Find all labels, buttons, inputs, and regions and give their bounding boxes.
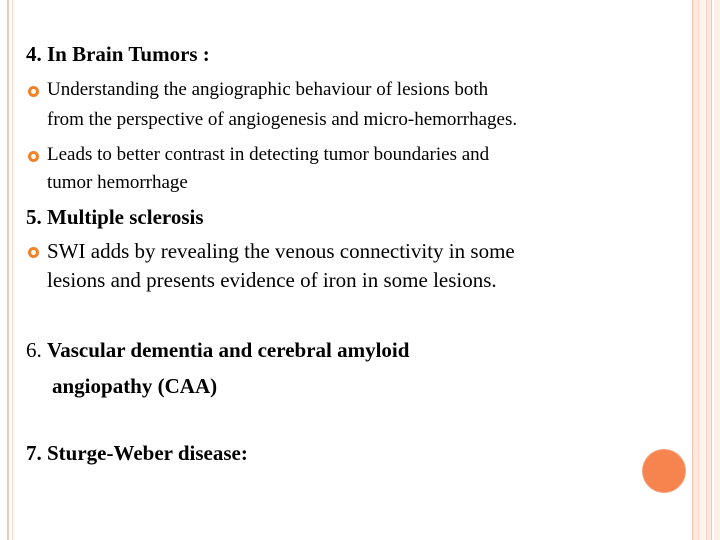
left-border-line-inner bbox=[12, 0, 13, 540]
section-5-bullet-line-1: SWI adds by revealing the venous connectivity in some bbox=[47, 239, 515, 263]
section-4-bullet-2-line-1: Leads to better contrast in detecting tumor boundaries and bbox=[47, 144, 490, 165]
section-4-bullet-2-line-2: tumor hemorrhage bbox=[47, 172, 188, 193]
left-border-line bbox=[7, 0, 9, 540]
section-5-heading: 5. Multiple sclerosis bbox=[26, 205, 204, 229]
section-6-number: 6. bbox=[26, 338, 47, 362]
section-4-heading: 4. In Brain Tumors : bbox=[26, 42, 210, 66]
bullet-icon bbox=[28, 151, 39, 162]
right-edge bbox=[714, 0, 720, 540]
section-4-bullet-1-line-1: Understanding the angiographic behaviour of lesions both bbox=[47, 79, 489, 100]
section-5-bullet-line-2: lesions and presents evidence of iron in some lesions. bbox=[47, 268, 497, 292]
section-6-heading bbox=[26, 338, 409, 363]
right-decorative-band bbox=[692, 0, 712, 540]
section-7-heading: 7. Sturge-Weber disease: bbox=[26, 441, 248, 465]
section-4-bullet-1-line-2: from the perspective of angiogenesis and micro-hemorrhages. bbox=[47, 109, 518, 130]
bullet-icon bbox=[28, 86, 39, 97]
section-6-title-line-2: angiopathy (CAA) bbox=[52, 374, 218, 398]
section-6-title-line-1: Vascular dementia and cerebral amyloid bbox=[47, 338, 410, 362]
bullet-icon bbox=[28, 247, 39, 258]
accent-circle-decoration bbox=[643, 450, 685, 492]
